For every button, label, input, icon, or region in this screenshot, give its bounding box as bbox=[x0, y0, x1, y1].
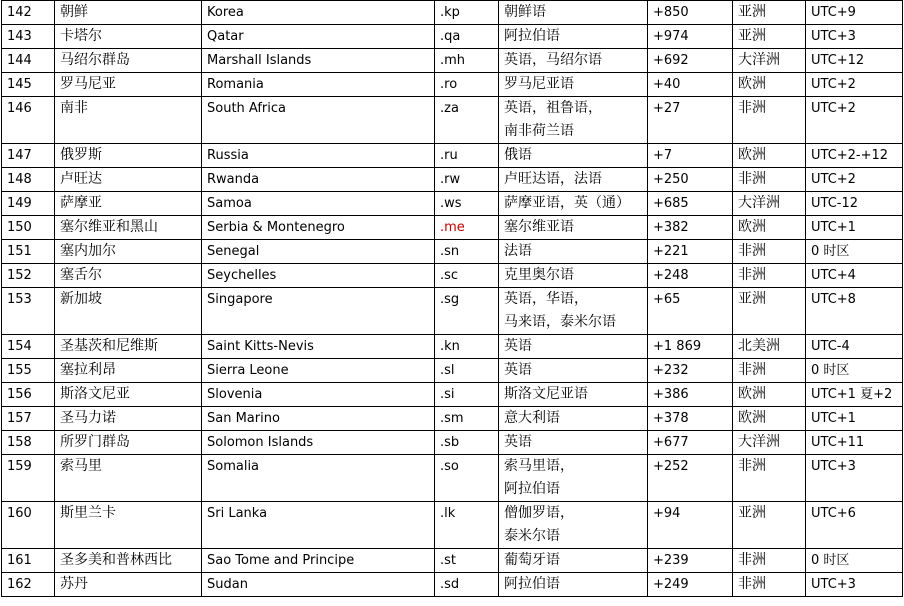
country-name-english: Russia bbox=[202, 144, 435, 168]
country-name-english: Sudan bbox=[202, 573, 435, 597]
country-name-chinese: 朝鲜 bbox=[55, 1, 202, 25]
continent: 欧洲 bbox=[733, 144, 806, 168]
dial-code: +40 bbox=[648, 73, 733, 97]
time-zone: UTC-4 bbox=[806, 335, 903, 359]
country-name-english: Rwanda bbox=[202, 168, 435, 192]
row-number: 160 bbox=[2, 502, 55, 549]
language-line: 英语 bbox=[504, 338, 532, 354]
country-name-english: Korea bbox=[202, 1, 435, 25]
official-language bbox=[499, 431, 648, 455]
continent: 欧洲 bbox=[733, 407, 806, 431]
continent: 欧洲 bbox=[733, 216, 806, 240]
country-name-english: Saint Kitts-Nevis bbox=[202, 335, 435, 359]
official-language bbox=[499, 359, 648, 383]
language-line: 法语 bbox=[504, 243, 532, 259]
row-number: 144 bbox=[2, 49, 55, 73]
country-domain: .lk bbox=[435, 502, 499, 549]
time-zone: UTC+2 bbox=[806, 97, 903, 144]
dial-code: +252 bbox=[648, 455, 733, 502]
country-name-chinese: 南非 bbox=[55, 97, 202, 144]
continent: 非洲 bbox=[733, 549, 806, 573]
time-zone: UTC+12 bbox=[806, 49, 903, 73]
country-domain: .sc bbox=[435, 264, 499, 288]
dial-code: +386 bbox=[648, 383, 733, 407]
table-row bbox=[2, 97, 903, 144]
country-domain: .sd bbox=[435, 573, 499, 597]
dial-code: +250 bbox=[648, 168, 733, 192]
row-number: 145 bbox=[2, 73, 55, 97]
table-row bbox=[2, 431, 903, 455]
language-line: 阿拉伯语 bbox=[504, 28, 560, 44]
row-number: 150 bbox=[2, 216, 55, 240]
continent: 亚洲 bbox=[733, 25, 806, 49]
country-domain: .st bbox=[435, 549, 499, 573]
official-language bbox=[499, 455, 648, 502]
row-number: 156 bbox=[2, 383, 55, 407]
dial-code: +850 bbox=[648, 1, 733, 25]
country-name-chinese: 塞拉利昂 bbox=[55, 359, 202, 383]
language-line: 俄语 bbox=[504, 147, 532, 163]
time-zone: UTC+6 bbox=[806, 502, 903, 549]
country-name-chinese: 斯里兰卡 bbox=[55, 502, 202, 549]
dial-code: +974 bbox=[648, 25, 733, 49]
country-name-english: Sierra Leone bbox=[202, 359, 435, 383]
table-row bbox=[2, 240, 903, 264]
country-name-chinese: 新加坡 bbox=[55, 288, 202, 335]
language-line: 马来语，泰米尔语 bbox=[504, 314, 616, 330]
language-line: 罗马尼亚语 bbox=[504, 76, 574, 92]
continent: 北美洲 bbox=[733, 335, 806, 359]
language-line: 索马里语， bbox=[504, 458, 574, 474]
country-name-english: Singapore bbox=[202, 288, 435, 335]
row-number: 151 bbox=[2, 240, 55, 264]
table-row bbox=[2, 168, 903, 192]
row-number: 146 bbox=[2, 97, 55, 144]
continent: 亚洲 bbox=[733, 502, 806, 549]
language-line: 阿拉伯语 bbox=[504, 576, 560, 592]
dial-code: +65 bbox=[648, 288, 733, 335]
continent: 欧洲 bbox=[733, 383, 806, 407]
table-row bbox=[2, 1, 903, 25]
time-zone: UTC+3 bbox=[806, 573, 903, 597]
official-language bbox=[499, 192, 648, 216]
language-line: 英语，祖鲁语， bbox=[504, 100, 602, 116]
country-domain: .so bbox=[435, 455, 499, 502]
continent: 非洲 bbox=[733, 455, 806, 502]
language-line: 意大利语 bbox=[504, 410, 560, 426]
table-row bbox=[2, 359, 903, 383]
table-row bbox=[2, 288, 903, 335]
dial-code: +685 bbox=[648, 192, 733, 216]
language-line: 英语，马绍尔语 bbox=[504, 52, 602, 68]
row-number: 158 bbox=[2, 431, 55, 455]
official-language bbox=[499, 288, 648, 335]
country-name-chinese: 圣多美和普林西比 bbox=[55, 549, 202, 573]
row-number: 159 bbox=[2, 455, 55, 502]
official-language bbox=[499, 335, 648, 359]
country-name-chinese: 罗马尼亚 bbox=[55, 73, 202, 97]
country-name-english: Serbia & Montenegro bbox=[202, 216, 435, 240]
language-line: 英语 bbox=[504, 362, 532, 378]
country-name-chinese: 圣基茨和尼维斯 bbox=[55, 335, 202, 359]
continent: 非洲 bbox=[733, 573, 806, 597]
continent: 大洋洲 bbox=[733, 431, 806, 455]
country-name-chinese: 索马里 bbox=[55, 455, 202, 502]
language-line: 克里奥尔语 bbox=[504, 267, 574, 283]
time-zone: UTC+1 bbox=[806, 407, 903, 431]
country-name-chinese: 塞内加尔 bbox=[55, 240, 202, 264]
time-zone: UTC+9 bbox=[806, 1, 903, 25]
continent: 亚洲 bbox=[733, 1, 806, 25]
language-line: 南非荷兰语 bbox=[504, 123, 574, 139]
official-language bbox=[499, 502, 648, 549]
country-domain: .me bbox=[435, 216, 499, 240]
dial-code: +7 bbox=[648, 144, 733, 168]
country-name-chinese: 萨摩亚 bbox=[55, 192, 202, 216]
official-language bbox=[499, 264, 648, 288]
time-zone: 0 时区 bbox=[806, 359, 903, 383]
official-language bbox=[499, 383, 648, 407]
table-row bbox=[2, 192, 903, 216]
dial-code: +232 bbox=[648, 359, 733, 383]
official-language bbox=[499, 573, 648, 597]
country-name-chinese: 马绍尔群岛 bbox=[55, 49, 202, 73]
country-domain: .sg bbox=[435, 288, 499, 335]
table-row bbox=[2, 335, 903, 359]
dial-code: +239 bbox=[648, 549, 733, 573]
time-zone: UTC+2 bbox=[806, 168, 903, 192]
table-row bbox=[2, 73, 903, 97]
row-number: 155 bbox=[2, 359, 55, 383]
table-row bbox=[2, 216, 903, 240]
country-domain: .za bbox=[435, 97, 499, 144]
time-zone: UTC+2 bbox=[806, 73, 903, 97]
time-zone: UTC-12 bbox=[806, 192, 903, 216]
row-number: 143 bbox=[2, 25, 55, 49]
dial-code: +378 bbox=[648, 407, 733, 431]
dial-code: +677 bbox=[648, 431, 733, 455]
country-name-chinese: 斯洛文尼亚 bbox=[55, 383, 202, 407]
continent: 欧洲 bbox=[733, 73, 806, 97]
table-body bbox=[2, 1, 903, 597]
country-name-english: Solomon Islands bbox=[202, 431, 435, 455]
language-line: 斯洛文尼亚语 bbox=[504, 386, 588, 402]
row-number: 142 bbox=[2, 1, 55, 25]
time-zone: 0 时区 bbox=[806, 549, 903, 573]
official-language bbox=[499, 549, 648, 573]
country-domain: .rw bbox=[435, 168, 499, 192]
table-row bbox=[2, 549, 903, 573]
country-domain: .sm bbox=[435, 407, 499, 431]
country-name-chinese: 俄罗斯 bbox=[55, 144, 202, 168]
continent: 非洲 bbox=[733, 168, 806, 192]
country-name-english: San Marino bbox=[202, 407, 435, 431]
continent: 亚洲 bbox=[733, 288, 806, 335]
continent: 非洲 bbox=[733, 264, 806, 288]
language-line: 僧伽罗语， bbox=[504, 505, 574, 521]
country-name-english: South Africa bbox=[202, 97, 435, 144]
dial-code: +221 bbox=[648, 240, 733, 264]
country-name-english: Marshall Islands bbox=[202, 49, 435, 73]
table-row bbox=[2, 25, 903, 49]
language-line: 英语，华语， bbox=[504, 291, 588, 307]
table-row bbox=[2, 144, 903, 168]
time-zone: UTC+3 bbox=[806, 455, 903, 502]
time-zone: UTC+3 bbox=[806, 25, 903, 49]
row-number: 152 bbox=[2, 264, 55, 288]
official-language bbox=[499, 1, 648, 25]
continent: 非洲 bbox=[733, 240, 806, 264]
dial-code: +692 bbox=[648, 49, 733, 73]
language-line: 葡萄牙语 bbox=[504, 552, 560, 568]
language-line: 英语 bbox=[504, 434, 532, 450]
country-name-chinese: 卡塔尔 bbox=[55, 25, 202, 49]
country-name-english: Qatar bbox=[202, 25, 435, 49]
country-domain: .sb bbox=[435, 431, 499, 455]
country-name-english: Samoa bbox=[202, 192, 435, 216]
country-name-english: Senegal bbox=[202, 240, 435, 264]
dial-code: +382 bbox=[648, 216, 733, 240]
language-line: 朝鲜语 bbox=[504, 4, 546, 20]
row-number: 161 bbox=[2, 549, 55, 573]
row-number: 148 bbox=[2, 168, 55, 192]
continent: 大洋洲 bbox=[733, 192, 806, 216]
country-name-chinese: 圣马力诺 bbox=[55, 407, 202, 431]
country-domain: .sn bbox=[435, 240, 499, 264]
country-name-chinese: 塞舌尔 bbox=[55, 264, 202, 288]
row-number: 162 bbox=[2, 573, 55, 597]
country-domain: .qa bbox=[435, 25, 499, 49]
country-name-english: Sri Lanka bbox=[202, 502, 435, 549]
table-row bbox=[2, 455, 903, 502]
official-language bbox=[499, 216, 648, 240]
country-domain: .ws bbox=[435, 192, 499, 216]
language-line: 泰米尔语 bbox=[504, 528, 560, 544]
dial-code: +1 869 bbox=[648, 335, 733, 359]
official-language bbox=[499, 73, 648, 97]
dial-code: +94 bbox=[648, 502, 733, 549]
country-name-chinese: 塞尔维亚和黑山 bbox=[55, 216, 202, 240]
country-name-english: Romania bbox=[202, 73, 435, 97]
time-zone: UTC+1 夏+2 bbox=[806, 383, 903, 407]
continent: 非洲 bbox=[733, 97, 806, 144]
country-name-english: Somalia bbox=[202, 455, 435, 502]
country-name-english: Sao Tome and Principe bbox=[202, 549, 435, 573]
country-domain: .sl bbox=[435, 359, 499, 383]
time-zone: UTC+4 bbox=[806, 264, 903, 288]
table-row bbox=[2, 573, 903, 597]
country-domain: .si bbox=[435, 383, 499, 407]
row-number: 149 bbox=[2, 192, 55, 216]
table-row bbox=[2, 49, 903, 73]
country-domain: .ro bbox=[435, 73, 499, 97]
time-zone: UTC+2-+12 bbox=[806, 144, 903, 168]
continent: 大洋洲 bbox=[733, 49, 806, 73]
country-domain: .kp bbox=[435, 1, 499, 25]
language-line: 萨摩亚语，英（通） bbox=[504, 195, 630, 211]
table-row bbox=[2, 407, 903, 431]
dial-code: +248 bbox=[648, 264, 733, 288]
row-number: 147 bbox=[2, 144, 55, 168]
language-line: 塞尔维亚语 bbox=[504, 219, 574, 235]
table-row bbox=[2, 502, 903, 549]
time-zone: 0 时区 bbox=[806, 240, 903, 264]
table-row bbox=[2, 264, 903, 288]
row-number: 154 bbox=[2, 335, 55, 359]
language-line: 阿拉伯语 bbox=[504, 481, 560, 497]
time-zone: UTC+8 bbox=[806, 288, 903, 335]
dial-code: +27 bbox=[648, 97, 733, 144]
dial-code: +249 bbox=[648, 573, 733, 597]
official-language bbox=[499, 168, 648, 192]
country-name-english: Seychelles bbox=[202, 264, 435, 288]
official-language bbox=[499, 49, 648, 73]
table-row bbox=[2, 383, 903, 407]
country-name-chinese: 苏丹 bbox=[55, 573, 202, 597]
country-name-chinese: 所罗门群岛 bbox=[55, 431, 202, 455]
country-name-chinese: 卢旺达 bbox=[55, 168, 202, 192]
row-number: 153 bbox=[2, 288, 55, 335]
official-language bbox=[499, 97, 648, 144]
official-language bbox=[499, 144, 648, 168]
row-number: 157 bbox=[2, 407, 55, 431]
time-zone: UTC+11 bbox=[806, 431, 903, 455]
country-name-english: Slovenia bbox=[202, 383, 435, 407]
official-language bbox=[499, 240, 648, 264]
country-domain: .ru bbox=[435, 144, 499, 168]
language-line: 卢旺达语，法语 bbox=[504, 171, 602, 187]
official-language bbox=[499, 407, 648, 431]
country-table bbox=[1, 0, 903, 597]
official-language bbox=[499, 25, 648, 49]
time-zone: UTC+1 bbox=[806, 216, 903, 240]
country-domain: .mh bbox=[435, 49, 499, 73]
country-domain: .kn bbox=[435, 335, 499, 359]
continent: 非洲 bbox=[733, 359, 806, 383]
